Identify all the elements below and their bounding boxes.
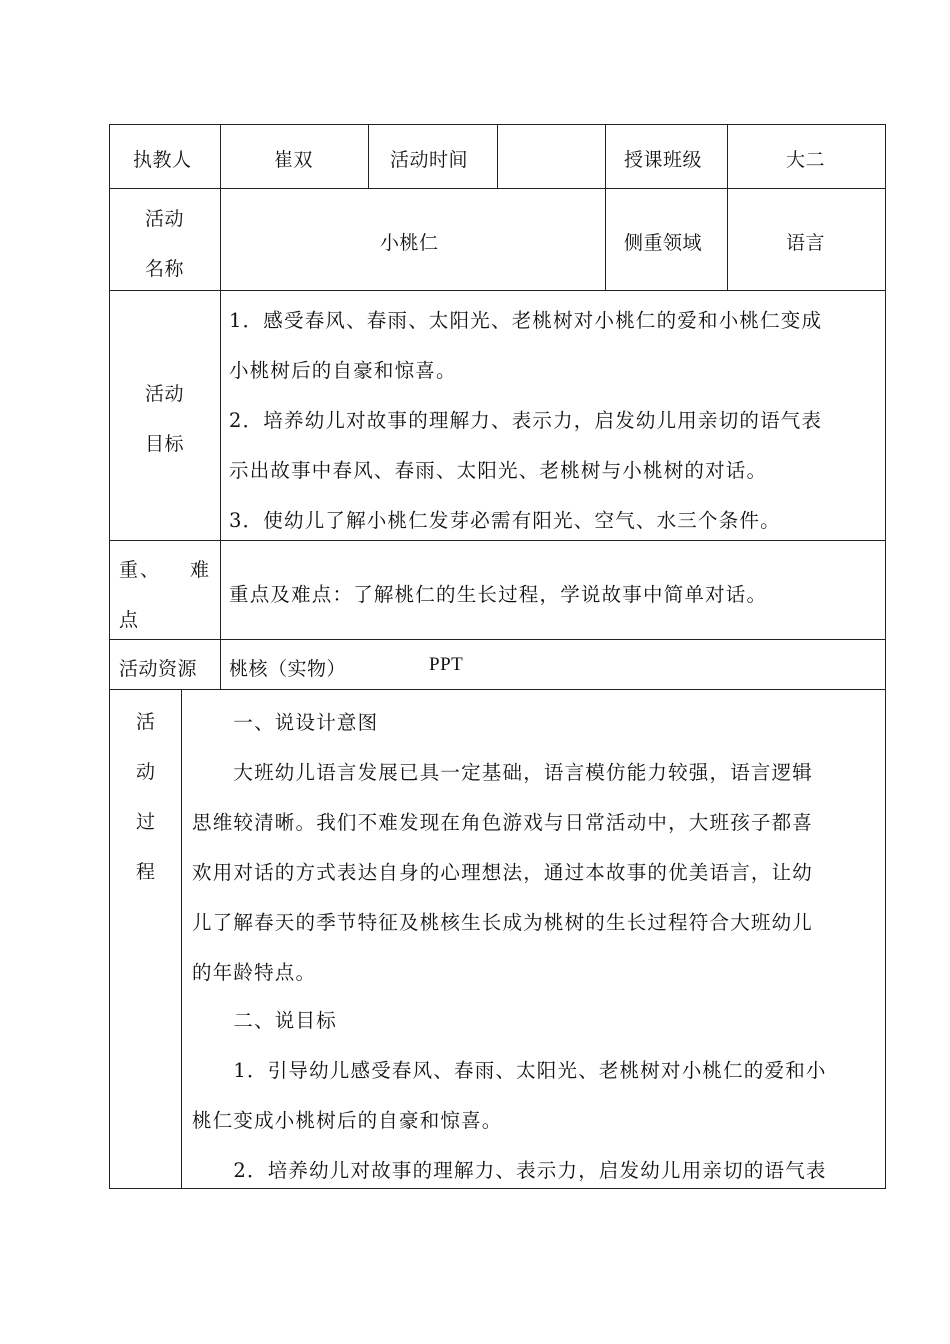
domain-value: 语言 bbox=[786, 232, 826, 254]
table-border bbox=[109, 689, 886, 690]
table-border bbox=[727, 124, 728, 291]
table-border bbox=[605, 124, 606, 291]
goals-label: 活动 bbox=[145, 383, 185, 405]
process-line: 一、说设计意图 bbox=[192, 711, 379, 734]
process-line: 2．培养幼儿对故事的理解力、表示力，启发幼儿用亲切的语气表 bbox=[192, 1159, 827, 1182]
goals-label: 目标 bbox=[145, 433, 185, 455]
goal-line: 2．培养幼儿对故事的理解力、表示力，启发幼儿用亲切的语气表 bbox=[229, 409, 823, 432]
class-value: 大二 bbox=[786, 149, 826, 171]
process-label: 活 bbox=[136, 711, 156, 733]
process-line: 二、说目标 bbox=[192, 1009, 337, 1032]
teacher-value: 崔双 bbox=[274, 149, 314, 171]
activity-time-label: 活动时间 bbox=[390, 149, 469, 171]
resource-item: PPT bbox=[429, 654, 464, 675]
process-line: 桃仁变成小桃树后的自豪和惊喜。 bbox=[192, 1109, 503, 1132]
activity-name-value: 小桃仁 bbox=[380, 232, 439, 254]
process-line: 思维较清晰。我们不难发现在角色游戏与日常活动中，大班孩子都喜 bbox=[192, 811, 814, 834]
domain-label: 侧重领域 bbox=[624, 232, 703, 254]
goal-line: 1．感受春风、春雨、太阳光、老桃树对小桃仁的爱和小桃仁变成 bbox=[229, 309, 823, 332]
process-line: 儿了解春天的季节特征及桃核生长成为桃树的生长过程符合大班幼儿 bbox=[192, 911, 814, 934]
key-points-label: 难 bbox=[190, 559, 210, 581]
table-border bbox=[368, 124, 369, 189]
process-label: 动 bbox=[136, 761, 156, 783]
process-line: 欢用对话的方式表达自身的心理想法，通过本故事的优美语言，让幼 bbox=[192, 861, 814, 884]
teacher-label: 执教人 bbox=[133, 149, 192, 171]
goal-line: 3．使幼儿了解小桃仁发芽必需有阳光、空气、水三个条件。 bbox=[229, 509, 781, 532]
table-border bbox=[220, 124, 221, 690]
table-border bbox=[109, 290, 886, 291]
table-border bbox=[109, 540, 886, 541]
process-label: 程 bbox=[136, 861, 156, 883]
goal-line: 示出故事中春风、春雨、太阳光、老桃树与小桃树的对话。 bbox=[229, 459, 768, 482]
table-border bbox=[181, 689, 182, 1189]
goal-line: 小桃树后的自豪和惊喜。 bbox=[229, 359, 457, 382]
key-points-label: 重、 bbox=[119, 559, 162, 581]
key-points-value: 重点及难点：了解桃仁的生长过程，学说故事中简单对话。 bbox=[229, 583, 768, 606]
resources-label: 活动资源 bbox=[119, 658, 198, 680]
table-border bbox=[109, 1188, 886, 1189]
process-line: 大班幼儿语言发展已具一定基础，语言模仿能力较强，语言逻辑 bbox=[192, 761, 814, 784]
process-line: 的年龄特点。 bbox=[192, 961, 317, 984]
table-border bbox=[885, 124, 886, 1189]
process-line: 1．引导幼儿感受春风、春雨、太阳光、老桃树对小桃仁的爱和小 bbox=[192, 1059, 827, 1082]
activity-name-label: 活动 bbox=[145, 208, 185, 230]
activity-name-label: 名称 bbox=[145, 258, 185, 280]
class-label: 授课班级 bbox=[624, 149, 703, 171]
resource-item: 桃核（实物） bbox=[229, 658, 347, 680]
table-border bbox=[109, 124, 110, 1189]
key-points-label: 点 bbox=[119, 609, 139, 631]
table-border bbox=[109, 639, 886, 640]
table-border bbox=[497, 124, 498, 189]
process-label: 过 bbox=[136, 811, 156, 833]
